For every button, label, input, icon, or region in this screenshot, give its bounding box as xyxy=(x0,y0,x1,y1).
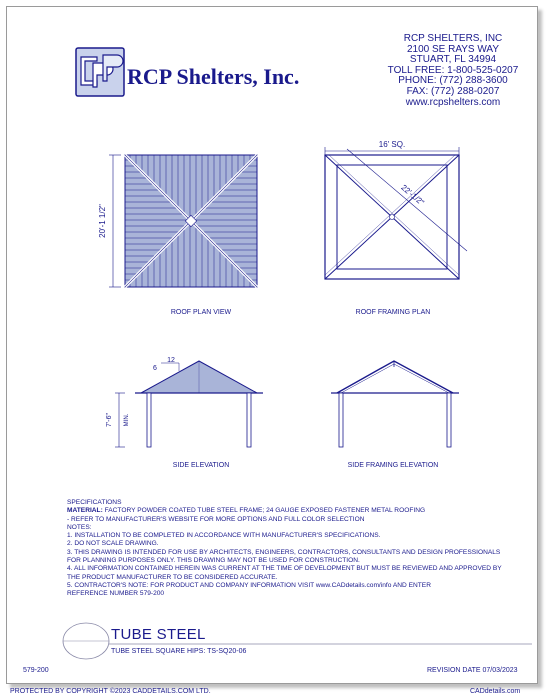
drawing-sheet xyxy=(6,6,538,684)
specifications-block xyxy=(67,499,527,599)
notes-heading: NOTES: xyxy=(67,523,92,531)
note-line: 4. ALL INFORMATION CONTAINED HEREIN WAS CURRENT AT THE TIME OF DEVELOPMENT BUT MUST BE REVIEWED AND APPROVED BY xyxy=(67,565,502,573)
roof-framing-plan xyxy=(307,135,487,285)
note-line: FOR PLANNING PURPOSES ONLY. THIS DRAWING MAY NOT BE USED FOR CONSTRUCTION. xyxy=(67,557,360,565)
company-fax: FAX: (772) 288-0207 xyxy=(406,85,500,97)
company-phone: PHONE: (772) 288-3600 xyxy=(398,75,508,87)
elevation-height-dimension: 7'-6" xyxy=(106,413,113,427)
pitch-run-label: 12 xyxy=(167,357,175,364)
note-line: REFERENCE NUMBER 579-200 xyxy=(67,590,165,598)
side-elevation xyxy=(99,349,279,449)
drawing-subtitle: TUBE STEEL SQUARE HIPS: TS-SQ20-06 xyxy=(111,648,247,655)
logo-brand-name: RCP Shelters, Inc. xyxy=(127,64,300,89)
reference-number: 579-200 xyxy=(23,667,49,674)
roof-plan-view xyxy=(91,145,281,295)
note-line: THE PRODUCT MANUFACTURER TO BE CONSIDERED ACCURATE. xyxy=(67,573,278,581)
material-label: MATERIAL: xyxy=(67,507,103,515)
elevation-height-note: MIN. xyxy=(124,413,130,427)
note-line: 5. CONTRACTOR'S NOTE: FOR PRODUCT AND COMPANY INFORMATION VISIT www.CADdetails.com/info AND ENTER xyxy=(67,581,431,589)
pitch-rise-label: 6 xyxy=(153,365,157,372)
material-line xyxy=(67,507,527,515)
company-address-line2: STUART, FL 34994 xyxy=(409,54,497,66)
company-toll-free: TOLL FREE: 1-800-525-0207 xyxy=(387,64,519,76)
framing-diagonal-dimension: 22'-1/2" xyxy=(399,182,426,208)
framing-width-dimension: 16' SQ. xyxy=(378,140,406,149)
specifications-heading: SPECIFICATIONS xyxy=(67,499,122,506)
material-text: FACTORY POWDER COATED TUBE STEEL FRAME; 24 GAUGE EXPOSED FASTENER METAL ROOFING xyxy=(102,507,426,515)
revision-date: REVISION DATE 07/03/2023 xyxy=(427,667,518,674)
company-name: RCP SHELTERS, INC xyxy=(403,33,503,44)
side-framing-elevation xyxy=(307,349,487,449)
copyright-notice: PROTECTED BY COPYRIGHT ©2023 CADDETAILS.COM LTD. xyxy=(10,688,211,695)
note-line: 1. INSTALLATION TO BE COMPLETED IN ACCORDANCE WITH MANUFACTURER'S SPECIFICATIONS. xyxy=(67,532,381,540)
side-framing-caption: SIDE FRAMING ELEVATION xyxy=(347,462,439,469)
rcp-logo-icon xyxy=(73,45,127,99)
material-subnote: - REFER TO MANUFACTURER'S WEBSITE FOR MORE OPTIONS AND FULL COLOR SELECTION xyxy=(67,515,365,523)
company-info xyxy=(363,34,543,108)
roof-plan-caption: ROOF PLAN VIEW xyxy=(170,309,232,316)
company-address-line1: 2100 SE RAYS WAY xyxy=(406,43,500,55)
roof-framing-caption: ROOF FRAMING PLAN xyxy=(355,309,431,316)
roof-plan-height-dimension: 20'-1 1/2" xyxy=(98,204,107,238)
drawing-title: TUBE STEEL xyxy=(111,626,206,643)
company-website[interactable]: www.rcpshelters.com xyxy=(405,96,501,108)
note-line: 2. DO NOT SCALE DRAWING. xyxy=(67,540,159,548)
side-elevation-caption: SIDE ELEVATION xyxy=(172,462,230,469)
caddetails-link[interactable]: CADdetails.com xyxy=(470,688,521,695)
note-line: 3. THIS DRAWING IS INTENDED FOR USE BY ARCHITECTS, ENGINEERS, CONTRACTORS, CONSULTANTS AND DESIGN PROFESSIONALS xyxy=(67,548,501,556)
